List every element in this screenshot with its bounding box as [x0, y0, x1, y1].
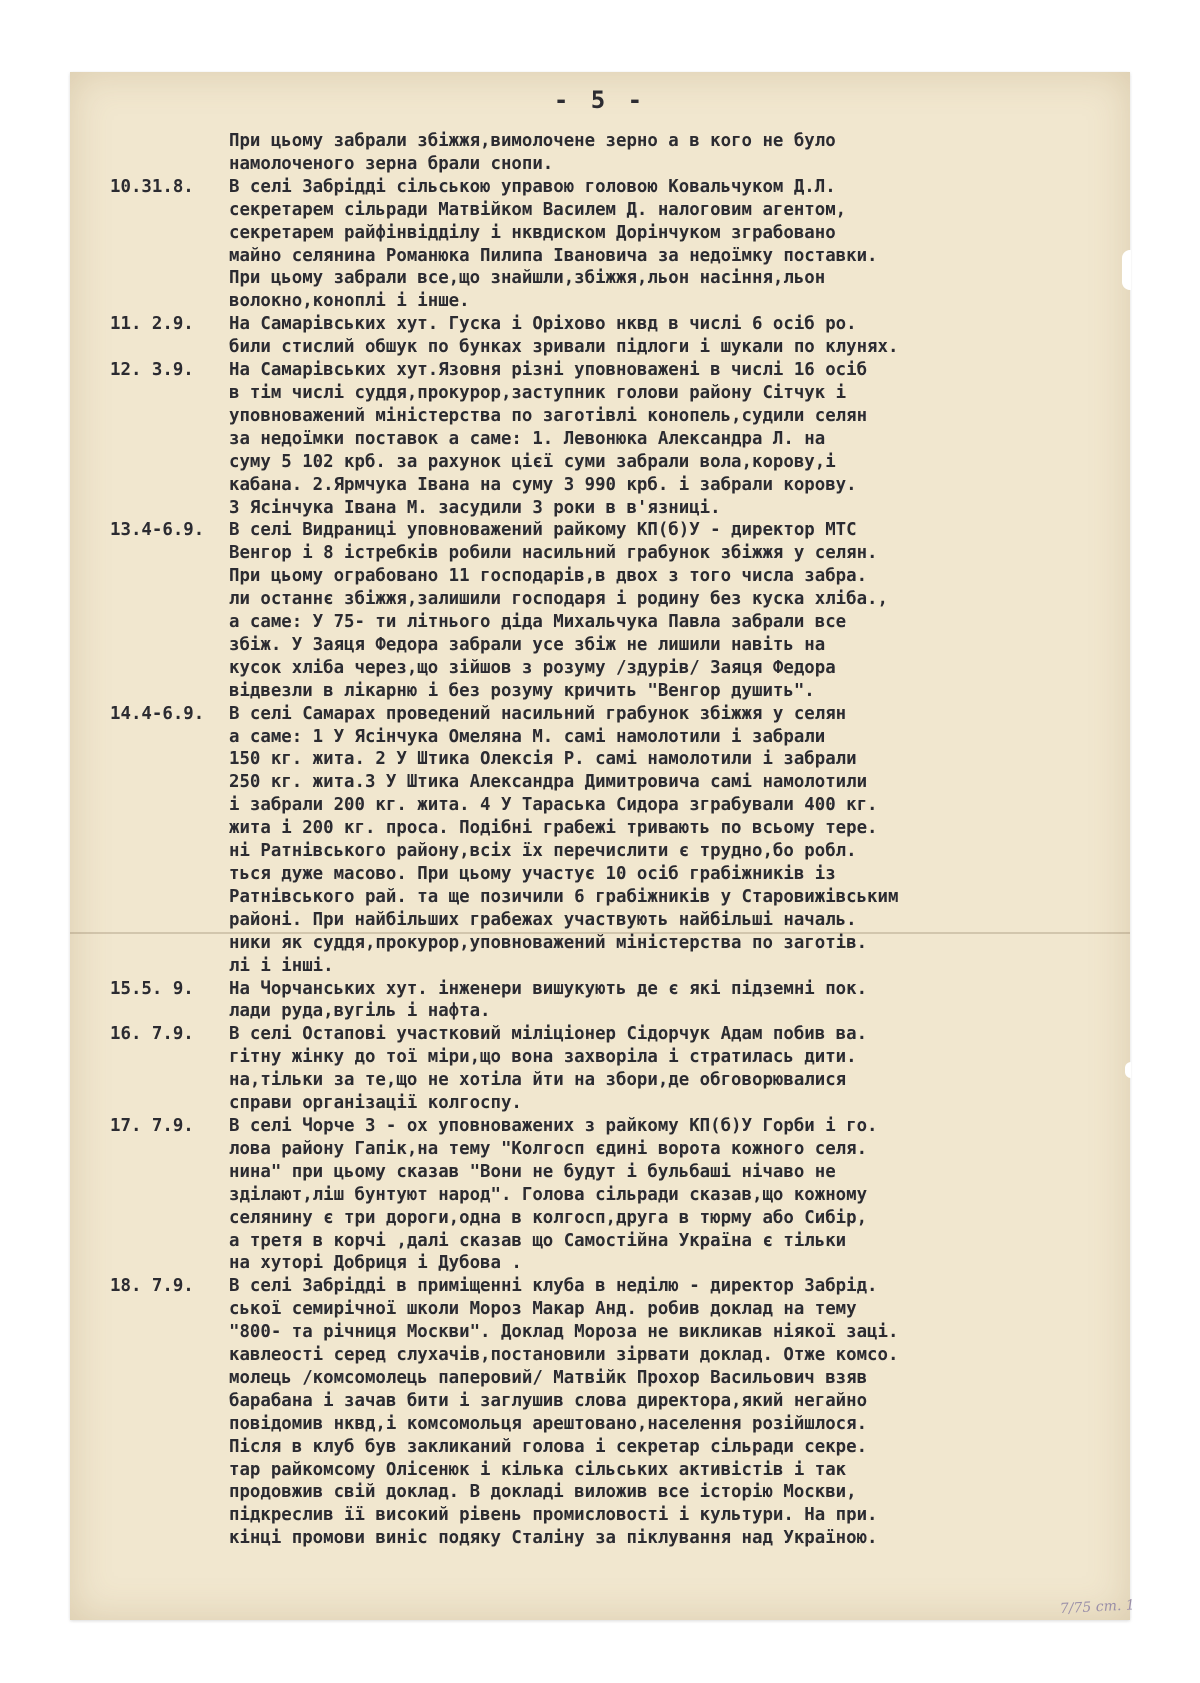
text-line: а саме: 1 У Ясінчука Омеляна М. самі намолотили і забрали	[229, 726, 826, 747]
entry-date: 15.5. 9.	[110, 978, 194, 999]
intro-paragraph	[110, 130, 1110, 176]
torn-edge	[1122, 250, 1131, 290]
text-line: кабана. 2.Ярмчука Івана на суму 3 990 крб. і забрали корову.	[229, 474, 857, 495]
report-entry	[110, 978, 1110, 1024]
text-line: уповноважений міністерства по заготівлі конопель,судили селян	[229, 405, 868, 426]
entry-date: 16. 7.9.	[110, 1024, 194, 1045]
text-line: жита і 200 кг. проса. Подібні грабежі тривають по всьому тере.	[229, 818, 878, 839]
text-line: справи організації колгоспу.	[229, 1093, 522, 1114]
text-line: В селі Остапові участковий міліціонер Сідорчук Адам побив ва.	[229, 1024, 868, 1045]
report-entry	[110, 313, 1110, 359]
text-line: кінці промови виніс подяку Сталіну за піклування над Україною.	[229, 1528, 878, 1549]
text-line: ли останнє збіжжя,залишили господаря і родину без куска хліба.,	[229, 589, 888, 610]
text-line: за недоїмки поставок а саме: 1. Левонюка Александра Л. на	[229, 428, 826, 449]
text-line: секретарем сільради Матвійком Василем Д. налоговим агентом,	[229, 199, 847, 220]
entry-date: 17. 7.9.	[110, 1115, 194, 1136]
entry-date: 18. 7.9.	[110, 1276, 194, 1297]
text-line: кусок хліба через,що зійшов з розуму /здурів/ Заяця Федора	[229, 657, 836, 678]
text-line: При цьому ограбовано 11 господарів,в двох з того числа забра.	[229, 566, 868, 587]
entry-date: 13.4-6.9.	[110, 520, 205, 541]
text-line: на хуторі Добриця і Дубова .	[229, 1253, 522, 1274]
text-line: "800- та річниця Москви". Доклад Мороза не викликав ніякої заці.	[229, 1322, 899, 1343]
text-line: лади руда,вугіль і нафта.	[229, 1001, 491, 1022]
text-line: На Самарівських хут. Гуска і Оріхово нквд в числі 6 осіб ро.	[229, 314, 857, 335]
report-entry	[110, 519, 1110, 702]
entry-date: 12. 3.9.	[110, 360, 194, 381]
text-line: на,тільки за те,що не хотіла йти на збори,де обговорювалися	[229, 1070, 847, 1091]
text-line: В селі Самарах проведений насильний грабунок збіжжя у селян	[229, 703, 847, 724]
text-line: При цьому забрали збіжжя,вимолочене зерно а в кого не було	[229, 131, 836, 151]
report-entry	[110, 1115, 1110, 1275]
text-line: лі і інші.	[229, 955, 334, 976]
text-line: продовжив свій доклад. В докладі виложив все історію Москви,	[229, 1482, 857, 1503]
entry-date: 10.31.8.	[110, 176, 194, 197]
text-line: При цьому забрали все,що знайшли,збіжжя,льон насіння,льон	[229, 268, 826, 289]
text-line: Венгор і 8 істребків робили насильний грабунок збіжжя у селян.	[229, 543, 878, 564]
text-line: лова району Гапік,на тему "Колгосп єдині ворота кожного селя.	[229, 1138, 868, 1159]
text-line: тар райкомсому Олісенюк і кілька сільських активістів і так	[229, 1459, 847, 1480]
text-line: Після в клуб був закликаний голова і секретар сільради секре.	[229, 1436, 868, 1457]
text-line: На Самарівських хут.Язовня різні уповноважені в числі 16 осіб	[229, 360, 868, 381]
text-line: гітну жінку до тої міри,що вона захворіла і стратилась дити.	[229, 1047, 857, 1068]
text-line: били стислий обшук по бунках зривали підлоги і шукали по клунях.	[229, 337, 899, 358]
text-line: майно селянина Романюка Пилипа Івановича за недоїмку поставки.	[229, 245, 878, 266]
text-line: 150 кг. жита. 2 У Штика Олексія Р. самі намолотили і забрали	[229, 749, 857, 770]
text-line: Ратнівського рай. та ще позичили 6 грабіжників у Старовижівським	[229, 886, 899, 907]
text-line: ться дуже масово. При цьому участує 10 осіб грабіжників із	[229, 864, 836, 884]
text-line: 250 кг. жита.3 У Штика Александра Димитровича самі намолотили	[229, 772, 868, 793]
text-line: в тім числі суддя,прокурор,заступник голови району Сітчук і	[229, 382, 847, 403]
text-line: На Чорчанських хут. інженери вишукують де є які підземні пок.	[229, 978, 868, 999]
text-line: В селі Забрідді сільською управою головою Ковальчуком Д.Л.	[229, 176, 836, 197]
text-line: барабана і зачав бити і заглушив слова директора,який негайно	[229, 1390, 868, 1411]
text-line: а третя в корчі ,далі сказав що Самостійна Україна є тільки	[229, 1230, 847, 1251]
torn-edge-small	[1125, 1062, 1131, 1078]
text-line: ники як суддя,прокурор,уповноважений міністерства по заготів.	[229, 932, 868, 953]
text-line: молець /комсомолець паперовий/ Матвійк Прохор Васильович взяв	[229, 1367, 868, 1388]
text-line: В селі Видраниці уповноважений райкому КП(б)У - директор МТС	[229, 520, 857, 541]
report-entry	[110, 703, 1110, 978]
text-line: 3 Ясінчука Івана М. засудили 3 роки в в'язниці.	[229, 497, 721, 518]
report-entry	[110, 359, 1110, 519]
page-number: - 5 -	[553, 86, 647, 114]
text-line: зділают,ліш бунтуют народ". Голова сільради сказав,що кожному	[229, 1184, 868, 1205]
text-line: намолоченого зерна брали снопи.	[229, 153, 554, 174]
text-line: нина" при цьому сказав "Вони не будут і бульбаші нічаво не	[229, 1161, 836, 1182]
text-line: В селі Забрідді в приміщенні клуба в неділю - директор Забрід.	[229, 1276, 878, 1297]
entry-date: 11. 2.9.	[110, 314, 194, 335]
text-line: а саме: У 75- ти літнього діда Михальчука Павла забрали все	[229, 612, 847, 633]
text-line: збіж. У Заяця Федора забрали усе збіж не лишили навіть на	[229, 634, 826, 655]
document-body	[110, 130, 1110, 1550]
text-line: повідомив нквд,і комсомольця арештовано,населення розійшлося.	[229, 1413, 868, 1434]
text-line: і забрали 200 кг. жита. 4 У Тараська Сидора зграбували 400 кг.	[229, 795, 878, 816]
text-line: ні Ратнівського району,всіх їх перечислити є трудно,бо робл.	[229, 841, 857, 862]
archive-margin-note: 7/75 ст. 1	[1059, 1597, 1136, 1618]
text-line: ської семирічної школи Мороз Макар Анд. робив доклад на тему	[229, 1299, 857, 1320]
text-line: В селі Чорче 3 - ох уповноважених з райкому КП(б)У Горби і го.	[229, 1115, 878, 1136]
text-line: селянину є три дороги,одна в колгосп,друга в тюрму або Сибір,	[229, 1207, 868, 1228]
text-line: кавлеості серед слухачів,постановили зірвати доклад. Отже комсо.	[229, 1345, 899, 1366]
report-entry	[110, 176, 1110, 313]
entry-date: 14.4-6.9.	[110, 703, 205, 724]
text-line: підкреслив її високий рівень промисловості і культури. На при.	[229, 1505, 878, 1526]
report-entry	[110, 1023, 1110, 1115]
text-line: відвезли в лікарню і без розуму кричить "Венгор душить".	[229, 680, 815, 701]
report-entry	[110, 1275, 1110, 1550]
text-line: секретарем райфінвідділу і нквдиском Дорінчуком зграбовано	[229, 222, 836, 243]
text-line: районі. При найбільших грабежах участвують найбільші началь.	[229, 909, 857, 930]
text-line: суму 5 102 крб. за рахунок цієї суми забрали вола,корову,і	[229, 451, 836, 472]
text-line: волокно,коноплі і інше.	[229, 291, 470, 312]
entries-list	[110, 176, 1110, 1550]
